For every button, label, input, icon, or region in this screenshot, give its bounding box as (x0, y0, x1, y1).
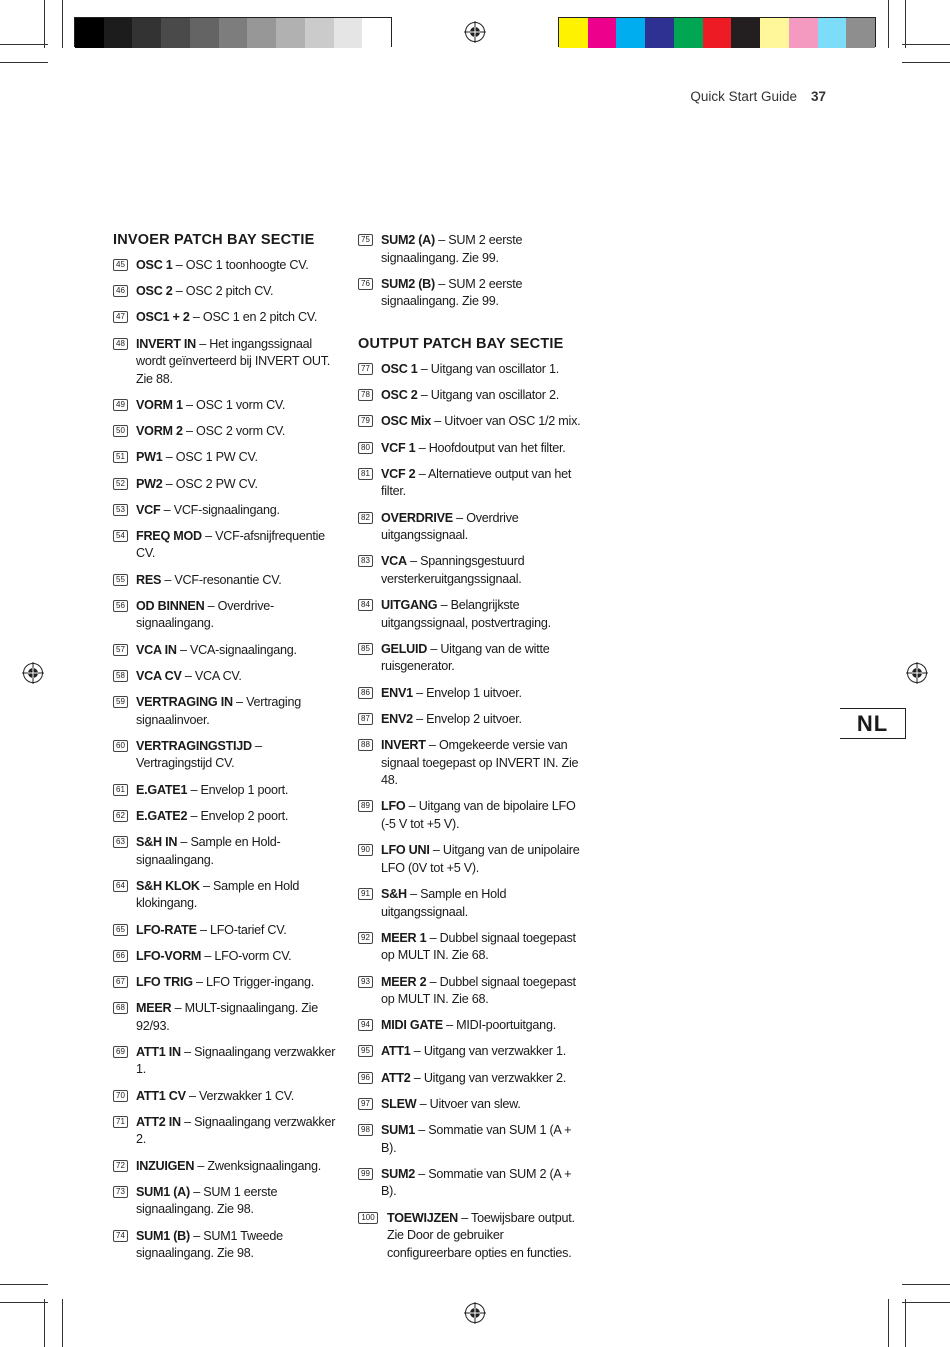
list-item (113, 1158, 341, 1176)
item-number-badge: 67 (113, 976, 128, 988)
item-description: – SUM 2 eerste signaalingang. Zie 99. (381, 276, 523, 309)
item-number-badge: 54 (113, 530, 128, 542)
calibration-swatch (362, 18, 391, 48)
calibration-swatch (789, 18, 818, 48)
crop-mark (0, 1302, 48, 1303)
item-description: – VCF-signaalingang. (160, 502, 280, 517)
item-name: S&H KLOK (136, 878, 200, 893)
registration-mark-icon (22, 662, 44, 684)
item-number-badge: 100 (358, 1212, 378, 1224)
list-item (113, 1114, 341, 1149)
item-name: ENV1 (381, 685, 413, 700)
item-name: TOEWIJZEN (387, 1210, 458, 1225)
list-item (113, 668, 341, 686)
item-description: – OSC 1 toonhoogte CV. (172, 258, 309, 272)
calibration-swatch (846, 18, 875, 48)
calibration-swatch (305, 18, 334, 48)
item-number-badge: 52 (113, 478, 128, 490)
item-description: – Dubbel signaal toegepast op MULT IN. Zie 68. (381, 974, 576, 1007)
item-description: – OSC 1 PW CV. (162, 450, 258, 465)
list-item (113, 572, 341, 590)
crop-mark (62, 1299, 63, 1347)
list-item (113, 476, 341, 494)
list-item (358, 1122, 588, 1157)
item-name: OSC 2 (381, 388, 418, 403)
item-description: – Uitgang van de bipolaire LFO (-5 V tot +5 V). (381, 799, 576, 831)
list-item (113, 397, 341, 415)
item-name: ATT1 CV (136, 1088, 186, 1103)
item-name: SUM2 (A) (381, 233, 435, 247)
item-name: VCF (136, 502, 161, 517)
item-description: – Het ingangssignaal wordt geïnverteerd bij INVERT OUT. Zie 88. (136, 336, 331, 386)
item-name: PW1 (136, 450, 163, 465)
input-patch-bay-column (113, 232, 341, 1271)
list-item (113, 336, 341, 389)
item-name: LFO (381, 799, 406, 814)
item-name: LFO-VORM (136, 948, 202, 963)
list-item (358, 413, 588, 431)
item-number-badge: 58 (113, 670, 128, 682)
crop-mark (902, 1302, 950, 1303)
item-description: – Uitgang van verzwakker 2. (410, 1070, 566, 1085)
item-name: LFO UNI (381, 843, 430, 858)
crop-mark (905, 1299, 906, 1347)
list-item (113, 1088, 341, 1106)
calibration-swatch (219, 18, 248, 48)
item-name: SUM1 (B) (136, 1228, 190, 1243)
item-number-badge: 50 (113, 425, 128, 437)
item-number-badge: 79 (358, 415, 373, 427)
item-description: – VCA CV. (181, 668, 242, 683)
item-name: VERTRAGING IN (136, 695, 233, 709)
item-name: VCF 2 (381, 466, 416, 481)
item-number-badge: 53 (113, 504, 128, 516)
item-name: SUM2 (381, 1166, 415, 1181)
list-item (113, 502, 341, 520)
item-number-badge: 71 (113, 1116, 128, 1128)
calibration-swatch (588, 18, 617, 48)
item-description: – Belangrijkste uitgangssignaal, postvertraging. (381, 598, 551, 630)
list-item (358, 510, 588, 545)
list-item (113, 598, 341, 633)
list-item (358, 842, 588, 877)
item-description: – Sommatie van SUM 2 (A + B). (381, 1166, 572, 1199)
list-item (113, 738, 341, 773)
item-name: LFO-RATE (136, 922, 197, 937)
calibration-swatch (703, 18, 732, 48)
item-number-badge: 59 (113, 696, 128, 708)
item-description: – Sample en Hold klokingang. (136, 878, 300, 911)
item-description: – Sample en Hold-signaalingang. (136, 834, 281, 867)
item-number-badge: 70 (113, 1090, 128, 1102)
item-number-badge: 63 (113, 836, 128, 848)
item-description: – Vertragingstijd CV. (136, 738, 262, 771)
item-number-badge: 78 (358, 389, 373, 401)
list-item (358, 553, 588, 588)
registration-mark-icon (464, 21, 486, 43)
calibration-swatch (645, 18, 674, 48)
item-number-badge: 68 (113, 1002, 128, 1014)
item-name: MIDI GATE (381, 1018, 443, 1033)
item-number-badge: 77 (358, 363, 373, 375)
item-description: – OSC 2 vorm CV. (182, 424, 286, 439)
crop-mark (902, 62, 950, 63)
item-name: ATT1 IN (136, 1044, 181, 1059)
item-description: – VCA-signaalingang. (176, 642, 297, 657)
item-description: – Verzwakker 1 CV. (185, 1088, 294, 1103)
item-name: VORM 1 (136, 397, 183, 412)
item-description: – SUM 1 eerste signaalingang. Zie 98. (136, 1184, 278, 1217)
item-name: VORM 2 (136, 424, 183, 439)
item-description: – Uitgang van verzwakker 1. (410, 1044, 566, 1059)
calibration-swatch (247, 18, 276, 48)
crop-mark (902, 44, 950, 45)
item-number-badge: 46 (113, 285, 128, 297)
item-number-badge: 81 (358, 468, 373, 480)
item-description: – Spanningsgestuurd versterkeruitgangssignaal. (381, 554, 525, 586)
header-title: Quick Start Guide (690, 89, 797, 104)
item-description: – Uitvoer van OSC 1/2 mix. (431, 414, 581, 429)
list-item (113, 423, 341, 441)
item-number-badge: 45 (113, 259, 128, 271)
item-number-badge: 49 (113, 399, 128, 411)
calibration-swatch (559, 18, 588, 48)
item-name: OSC Mix (381, 414, 432, 429)
item-number-badge: 80 (358, 442, 373, 454)
item-number-badge: 95 (358, 1045, 373, 1057)
page-header (690, 89, 826, 104)
item-name: RES (136, 572, 162, 587)
item-description: – LFO Trigger-ingang. (192, 974, 314, 989)
list-item (358, 232, 588, 267)
item-number-badge: 74 (113, 1230, 128, 1242)
item-name: PW2 (136, 476, 163, 491)
list-item (113, 808, 341, 826)
crop-mark (0, 44, 48, 45)
item-name: OD BINNEN (136, 598, 205, 613)
list-item (358, 361, 588, 379)
list-item (358, 466, 588, 501)
item-number-badge: 86 (358, 687, 373, 699)
list-item (358, 387, 588, 405)
list-item (113, 834, 341, 869)
item-name: SLEW (381, 1096, 417, 1111)
item-name: MEER 2 (381, 974, 427, 989)
item-number-badge: 56 (113, 600, 128, 612)
item-list (358, 361, 588, 1262)
list-item (113, 1000, 341, 1035)
item-number-badge: 69 (113, 1046, 128, 1058)
item-description: – Signaalingang verzwakker 2. (136, 1114, 336, 1147)
item-description: – LFO-vorm CV. (201, 948, 292, 963)
item-description: – VCF-afsnijfrequentie CV. (136, 528, 325, 561)
item-description: – SUM1 Tweede signaalingang. Zie 98. (136, 1228, 283, 1261)
list-item (358, 1070, 588, 1088)
list-item (113, 694, 341, 729)
list-item (113, 449, 341, 467)
calibration-swatch (276, 18, 305, 48)
item-name: ENV2 (381, 711, 413, 726)
item-description: – MULT-signaalingang. Zie 92/93. (136, 1001, 318, 1033)
item-number-badge: 84 (358, 599, 373, 611)
calibration-swatch (132, 18, 161, 48)
item-name: OSC 2 (136, 284, 173, 299)
item-name: OSC 1 (381, 361, 418, 376)
item-name: LFO TRIG (136, 974, 193, 989)
item-number-badge: 76 (358, 278, 373, 290)
item-number-badge: 93 (358, 976, 373, 988)
item-name: SUM1 (381, 1123, 415, 1138)
item-name: E.GATE1 (136, 782, 188, 797)
crop-mark (44, 1299, 45, 1347)
item-number-badge: 48 (113, 338, 128, 350)
item-name: E.GATE2 (136, 808, 188, 823)
color-calibration-bar (558, 17, 876, 47)
item-name: GELUID (381, 641, 428, 656)
list-item (113, 922, 341, 940)
calibration-swatch (731, 18, 760, 48)
list-item (113, 782, 341, 800)
calibration-swatch (104, 18, 133, 48)
list-item (113, 948, 341, 966)
language-tab: NL (840, 708, 906, 739)
item-description: – Uitgang van oscillator 2. (417, 388, 559, 403)
item-description: – Signaalingang verzwakker 1. (136, 1044, 336, 1077)
list-item (113, 642, 341, 660)
item-number-badge: 72 (113, 1160, 128, 1172)
item-number-badge: 90 (358, 844, 373, 856)
item-name: ATT1 (381, 1044, 411, 1059)
item-number-badge: 98 (358, 1124, 373, 1136)
calibration-swatch (760, 18, 789, 48)
list-item (358, 798, 588, 833)
item-name: VCA IN (136, 642, 177, 657)
item-description: – Overdrive uitgangssignaal. (381, 510, 519, 543)
item-name: SUM2 (B) (381, 276, 435, 291)
item-number-badge: 62 (113, 810, 128, 822)
item-description: – Uitgang van de witte ruisgenerator. (381, 641, 550, 674)
list-item (358, 1017, 588, 1035)
item-description: – Overdrive-signaalingang. (136, 598, 274, 631)
item-name: MEER (136, 1001, 172, 1016)
crop-mark (0, 62, 48, 63)
item-number-badge: 66 (113, 950, 128, 962)
item-description: – OSC 2 PW CV. (162, 476, 258, 491)
item-number-badge: 57 (113, 644, 128, 656)
output-patch-bay-column (358, 232, 588, 1271)
item-description: – Sommatie van SUM 1 (A + B). (381, 1123, 572, 1155)
grayscale-calibration-bar (74, 17, 392, 47)
item-number-badge: 51 (113, 451, 128, 463)
section-heading: INVOER PATCH BAY SECTIE (113, 232, 315, 248)
item-description: – Uitvoer van slew. (416, 1096, 521, 1111)
item-description: – OSC 2 pitch CV. (172, 284, 274, 299)
item-number-badge: 85 (358, 643, 373, 655)
list-item (113, 528, 341, 563)
item-description: – Uitgang van oscillator 1. (417, 361, 559, 376)
calibration-swatch (818, 18, 847, 48)
crop-mark (905, 0, 906, 48)
item-number-badge: 55 (113, 574, 128, 586)
item-description: – Hoofdoutput van het filter. (415, 440, 566, 455)
item-number-badge: 82 (358, 512, 373, 524)
item-name: S&H IN (136, 834, 178, 849)
calibration-swatch (674, 18, 703, 48)
item-description: – MIDI-poortuitgang. (442, 1018, 556, 1033)
item-description: – Omgekeerde versie van signaal toegepast op INVERT IN. Zie 48. (381, 738, 579, 788)
calibration-swatch (75, 18, 104, 48)
item-number-badge: 94 (358, 1019, 373, 1031)
list-item (358, 440, 588, 458)
item-name: INVERT IN (136, 336, 197, 351)
list-item (113, 257, 341, 275)
item-number-badge: 91 (358, 888, 373, 900)
list-item (358, 1166, 588, 1201)
list-item (358, 974, 588, 1009)
crop-mark (888, 0, 889, 48)
list-item (113, 1184, 341, 1219)
item-description: – Sample en Hold uitgangssignaal. (381, 886, 507, 919)
item-number-badge: 61 (113, 784, 128, 796)
item-number-badge: 87 (358, 713, 373, 725)
item-name: ATT2 (381, 1070, 411, 1085)
item-description: – Envelop 1 poort. (187, 782, 289, 797)
item-description: – OSC 1 vorm CV. (182, 397, 286, 412)
list-item (113, 309, 341, 327)
item-description: – OSC 1 en 2 pitch CV. (189, 310, 318, 325)
item-list (358, 232, 588, 311)
page-number: 37 (810, 89, 826, 104)
item-name: S&H (381, 886, 407, 901)
item-name: UITGANG (381, 598, 438, 613)
item-name: VCA CV (136, 668, 182, 683)
item-name: VCF 1 (381, 440, 416, 455)
list-item (358, 930, 588, 965)
item-description: – Envelop 2 uitvoer. (412, 711, 522, 726)
crop-mark (62, 0, 63, 48)
registration-mark-icon (906, 662, 928, 684)
item-number-badge: 47 (113, 311, 128, 323)
list-item (113, 1228, 341, 1263)
registration-mark-icon (464, 1302, 486, 1324)
crop-mark (0, 1284, 48, 1285)
item-description: – LFO-tarief CV. (196, 922, 287, 937)
item-number-badge: 92 (358, 932, 373, 944)
item-number-badge: 96 (358, 1072, 373, 1084)
list-item (113, 878, 341, 913)
crop-mark (888, 1299, 889, 1347)
list-item (113, 1044, 341, 1079)
item-number-badge: 99 (358, 1168, 373, 1180)
item-name: INZUIGEN (136, 1158, 195, 1173)
crop-mark (44, 0, 45, 48)
item-name: MEER 1 (381, 930, 427, 945)
item-description: – Zwenksignaalingang. (194, 1158, 321, 1173)
item-name: ATT2 IN (136, 1114, 181, 1129)
item-name: INVERT (381, 738, 426, 752)
item-number-badge: 97 (358, 1098, 373, 1110)
list-item (358, 1096, 588, 1114)
calibration-swatch (190, 18, 219, 48)
item-number-badge: 73 (113, 1186, 128, 1198)
list-item (358, 886, 588, 921)
list-item (113, 283, 341, 301)
list-item (113, 974, 341, 992)
item-name: OVERDRIVE (381, 510, 453, 525)
list-item (358, 737, 588, 790)
item-number-badge: 88 (358, 739, 373, 751)
item-description: – Vertraging signaalinvoer. (136, 695, 301, 727)
list-item (358, 597, 588, 632)
item-name: SUM1 (A) (136, 1184, 190, 1199)
list-item (358, 641, 588, 676)
item-description: – Alternatieve output van het filter. (381, 466, 572, 499)
calibration-swatch (334, 18, 363, 48)
list-item (358, 711, 588, 729)
crop-mark (902, 1284, 950, 1285)
item-description: – Uitgang van de unipolaire LFO (0V tot +5 V). (381, 843, 580, 875)
item-number-badge: 75 (358, 234, 373, 246)
item-name: VERTRAGINGSTIJD (136, 738, 252, 753)
list-item (358, 276, 588, 311)
list-item (358, 685, 588, 703)
item-number-badge: 89 (358, 800, 373, 812)
item-name: OSC 1 (136, 258, 173, 272)
item-list (113, 257, 341, 1263)
item-description: – SUM 2 eerste signaalingang. Zie 99. (381, 233, 523, 265)
item-number-badge: 83 (358, 555, 373, 567)
item-description: – Toewijsbare output. Zie Door de gebruiker configureerbare opties en functies. (387, 1210, 575, 1260)
item-name: OSC1 + 2 (136, 310, 190, 325)
item-description: – Dubbel signaal toegepast op MULT IN. Zie 68. (381, 930, 576, 963)
calibration-swatch (616, 18, 645, 48)
item-name: FREQ MOD (136, 528, 202, 543)
item-number-badge: 65 (113, 924, 128, 936)
item-description: – Envelop 2 poort. (187, 808, 289, 823)
item-number-badge: 64 (113, 880, 128, 892)
item-description: – Envelop 1 uitvoer. (412, 685, 522, 700)
item-number-badge: 60 (113, 740, 128, 752)
section-heading: OUTPUT PATCH BAY SECTIE (358, 335, 564, 352)
item-description: – VCF-resonantie CV. (161, 572, 282, 587)
list-item (358, 1210, 588, 1263)
item-name: VCA (381, 554, 407, 569)
calibration-swatch (161, 18, 190, 48)
list-item (358, 1043, 588, 1061)
